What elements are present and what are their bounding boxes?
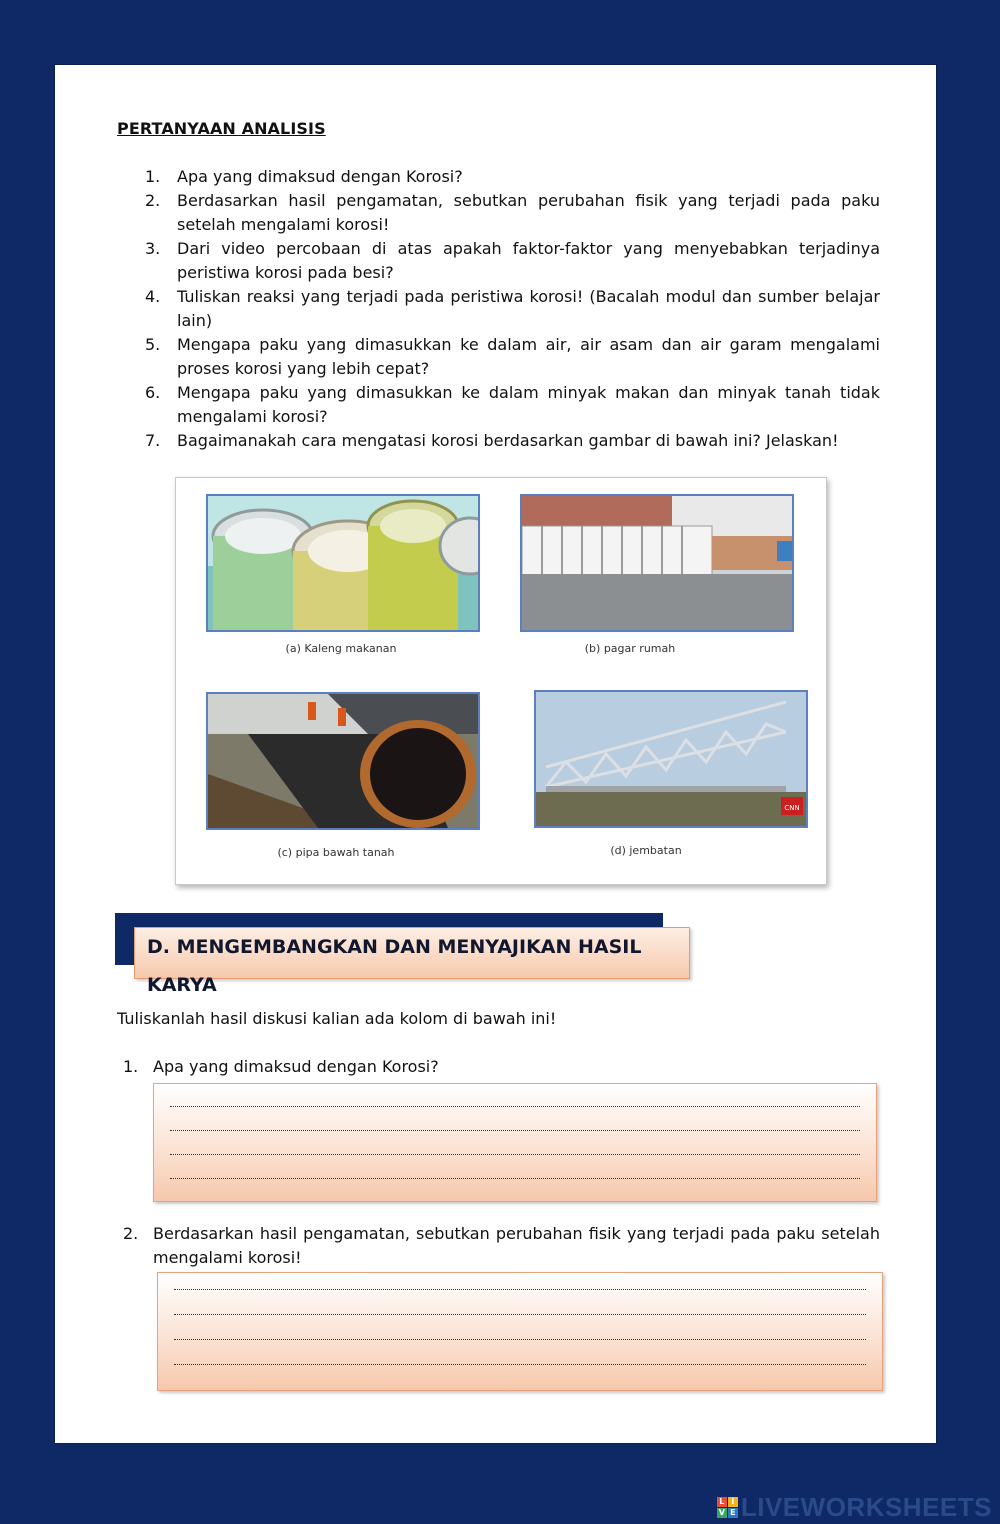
- question-text: Mengapa paku yang dimasukkan ke dalam air, air asam dan air garam mengalami proses korosi yang lebih cepat?: [177, 335, 880, 378]
- analysis-question: [145, 333, 880, 381]
- logo-letter: L: [717, 1497, 727, 1507]
- question-text: Mengapa paku yang dimasukkan ke dalam minyak makan dan minyak tanah tidak mengalami korosi?: [177, 383, 880, 426]
- question-text: Dari video percobaan di atas apakah faktor-faktor yang menyebabkan terjadinya peristiwa korosi pada besi?: [177, 239, 880, 282]
- question-number: 2.: [145, 191, 161, 210]
- question-number: 5.: [145, 335, 161, 354]
- question-text: Apa yang dimaksud dengan Korosi?: [177, 167, 463, 186]
- answer-line: [174, 1339, 866, 1340]
- question-number: 6.: [145, 383, 161, 402]
- analysis-question-list: [145, 165, 880, 453]
- answer-line: [170, 1178, 860, 1179]
- question-number: 2.: [123, 1224, 139, 1243]
- analysis-question: [145, 381, 880, 429]
- corrosion-examples-figure: [175, 477, 827, 885]
- section-d-title: D. MENGEMBANGKAN DAN MENYAJIKAN HASIL KARYA: [147, 936, 642, 996]
- answer-line: [174, 1289, 866, 1290]
- answer-question: [123, 1055, 880, 1079]
- logo-letter: I: [728, 1497, 738, 1507]
- question-number: 7.: [145, 431, 161, 450]
- liveworksheets-logo-icon: [717, 1497, 738, 1518]
- answer-line: [170, 1106, 860, 1107]
- logo-letter: V: [718, 1507, 725, 1517]
- instruction-text: Tuliskanlah hasil diskusi kalian ada kolom di bawah ini!: [117, 1009, 557, 1028]
- question-number: 1.: [145, 167, 161, 186]
- analysis-question: [145, 165, 880, 189]
- photo-underground-pipe: [206, 692, 480, 830]
- caption-c: (c) pipa bawah tanah: [277, 846, 395, 859]
- analysis-question: [145, 285, 880, 333]
- question-number: 3.: [145, 239, 161, 258]
- logo-letter: E: [728, 1508, 738, 1518]
- answer-line: [170, 1154, 860, 1155]
- analysis-question: [145, 189, 880, 237]
- analysis-question: [145, 429, 880, 453]
- liveworksheets-wordmark: LIVEWORKSHEETS: [740, 1491, 992, 1522]
- section-d-header: [134, 927, 690, 996]
- answer-line: [174, 1314, 866, 1315]
- photo-house-fence: [520, 494, 794, 632]
- caption-a: (a) Kaleng makanan: [285, 642, 397, 655]
- question-text: Berdasarkan hasil pengamatan, sebutkan perubahan fisik yang terjadi pada paku setelah mengalami korosi!: [153, 1224, 880, 1267]
- question-text: Bagaimanakah cara mengatasi korosi berdasarkan gambar di bawah ini? Jelaskan!: [177, 431, 839, 450]
- question-text: Berdasarkan hasil pengamatan, sebutkan perubahan fisik yang terjadi pada paku setelah mengalami korosi!: [177, 191, 880, 234]
- answer-line: [170, 1130, 860, 1131]
- question-number: 4.: [145, 287, 161, 306]
- answer-box-2[interactable]: [157, 1272, 883, 1391]
- question-text: Apa yang dimaksud dengan Korosi?: [153, 1057, 439, 1076]
- photo-food-cans: [206, 494, 480, 632]
- answer-question: [123, 1222, 880, 1270]
- question-number: 1.: [123, 1057, 139, 1076]
- worksheet-page: [55, 65, 936, 1443]
- question-text: Tuliskan reaksi yang terjadi pada peristiwa korosi! (Bacalah modul dan sumber belajar lain): [177, 287, 880, 330]
- answer-box-1[interactable]: [153, 1083, 877, 1202]
- cnn-watermark: CNN: [784, 804, 800, 812]
- analysis-heading: PERTANYAAN ANALISIS: [117, 119, 326, 138]
- caption-d: (d) jembatan: [610, 844, 682, 857]
- caption-b: (b) pagar rumah: [584, 642, 676, 655]
- analysis-question: [145, 237, 880, 285]
- answer-line: [174, 1364, 866, 1365]
- liveworksheets-brand: [717, 1491, 992, 1522]
- photo-steel-bridge: [534, 690, 808, 828]
